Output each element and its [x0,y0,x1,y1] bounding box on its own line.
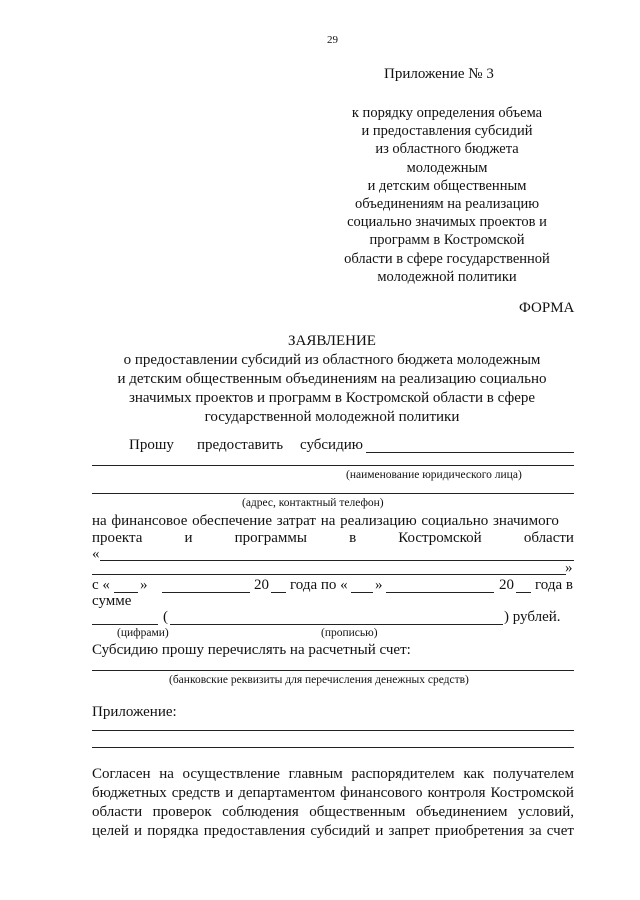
year-in-label: года в [535,577,573,593]
statement-title: ЗАЯВЛЕНИЕ [288,333,376,349]
sum-label: сумме [92,593,132,609]
consent-word: Согласен [92,766,151,782]
consent-word: бюджетных [92,785,167,801]
appendix-description [322,104,572,286]
consent-word: общественным [309,804,406,820]
appendix-line: и детским общественным [367,177,527,194]
start-month-field[interactable] [162,592,250,593]
consent-word: соблюдения [222,804,299,820]
close-quote: » [565,560,573,576]
request-word-1: Прошу [129,437,174,453]
consent-word: целей [92,823,129,839]
subsidy-recipient-field[interactable] [366,452,574,453]
consent-word: условий, [517,804,574,820]
consent-word: предоставления [203,823,306,839]
consent-word: проверок [152,804,212,820]
period-to-label: года по « [290,577,348,593]
sum-words-field[interactable] [170,624,503,625]
purpose-word: и [184,530,193,546]
end-month-field[interactable] [386,592,494,593]
consent-word: области [92,804,143,820]
purpose-word: программы [234,530,307,546]
consent-word: как [463,766,485,782]
appendix-line: из областного бюджета [375,141,519,158]
start-year-prefix: 20 [254,577,269,593]
legal-entity-field[interactable] [92,465,574,466]
consent-word: департаментом [238,785,336,801]
account-text: Субсидию прошу перечислять на расчетный счет: [92,642,411,658]
end-year-prefix: 20 [499,577,514,593]
consent-word: и [375,823,384,839]
consent-word: средств [171,785,221,801]
purpose-line-2 [92,530,574,547]
appendix-line: и предоставления субсидий [361,123,533,140]
form-label: ФОРМА [519,300,575,316]
appendix-line: социально значимых проектов и [347,214,547,231]
consent-word: субсидий [310,823,371,839]
hint-words: (прописью) [321,627,378,639]
consent-word: Костромской [490,785,574,801]
consent-word: распорядителем [351,766,455,782]
project-name-field-1[interactable] [100,560,574,561]
purpose-line-1: на финансовое обеспечение затрат на реализацию социально значимого [92,513,559,529]
request-word-2: предоставить [197,437,284,453]
consent-word: на [159,766,174,782]
consent-word: счет [546,823,574,839]
subtitle-line: значимых проектов и программ в Костромской области в сфере [128,390,536,406]
subtitle-line: государственной молодежной политики [204,409,460,425]
purpose-word: в [349,530,357,546]
consent-word: главным [288,766,343,782]
rubles-label: ) рублей. [504,609,561,625]
start-year-field[interactable] [271,592,286,593]
consent-word: порядка [147,823,199,839]
period-from-label: с « [92,577,110,593]
consent-word: запрет [388,823,430,839]
appendix-title: Приложение № 3 [384,66,494,82]
project-name-field-2[interactable] [92,574,566,575]
attachment-field-2[interactable] [92,747,574,748]
statement-subtitle [90,351,574,427]
appendix-line: области в сфере государственной [344,250,550,267]
appendix-line: к порядку определения объема [351,105,543,121]
consent-line [92,785,574,802]
appendix-line: программ в Костромской [369,232,525,249]
request-word-3: субсидию [300,437,363,453]
consent-word: за [529,823,542,839]
hint-legal-entity: (наименование юридического лица) [346,469,522,481]
purpose-word: проекта [92,530,143,546]
paren-open: ( [163,609,168,625]
attachment-field-1[interactable] [92,730,574,731]
consent-line [92,766,574,783]
bank-details-field[interactable] [92,670,574,671]
period-quote-close: » [140,577,148,593]
end-quote-close: » [375,577,383,593]
consent-word: финансового [340,785,423,801]
consent-line [92,804,574,821]
appendix-line: молодежной политики [377,268,517,285]
purpose-word: Костромской [398,530,482,546]
consent-line [92,823,574,840]
hint-address: (адрес, контактный телефон) [242,497,384,509]
attachment-label: Приложение: [92,704,177,720]
hint-digits: (цифрами) [117,627,169,639]
consent-word: приобретения [434,823,524,839]
consent-word: объединением [415,804,508,820]
end-day-field[interactable] [351,592,373,593]
appendix-line: объединениям на реализацию [354,196,540,213]
consent-word: и [225,785,234,801]
open-quote: « [92,546,100,562]
hint-bank: (банковские реквизиты для перечисления денежных средств) [169,674,469,686]
appendix-line: молодежным [406,159,488,176]
end-year-field[interactable] [516,592,531,593]
subtitle-line: и детским общественным объединениям на реализацию социально [117,371,547,387]
address-field[interactable] [92,493,574,494]
consent-word: и [134,823,143,839]
page-number: 29 [327,34,338,46]
sum-digits-field[interactable] [92,624,158,625]
consent-word: контроля [427,785,486,801]
consent-word: осуществление [182,766,280,782]
purpose-word: области [523,530,574,546]
subtitle-line: о предоставлении субсидий из областного бюджета молодежным [123,352,541,368]
consent-word: получателем [492,766,574,782]
